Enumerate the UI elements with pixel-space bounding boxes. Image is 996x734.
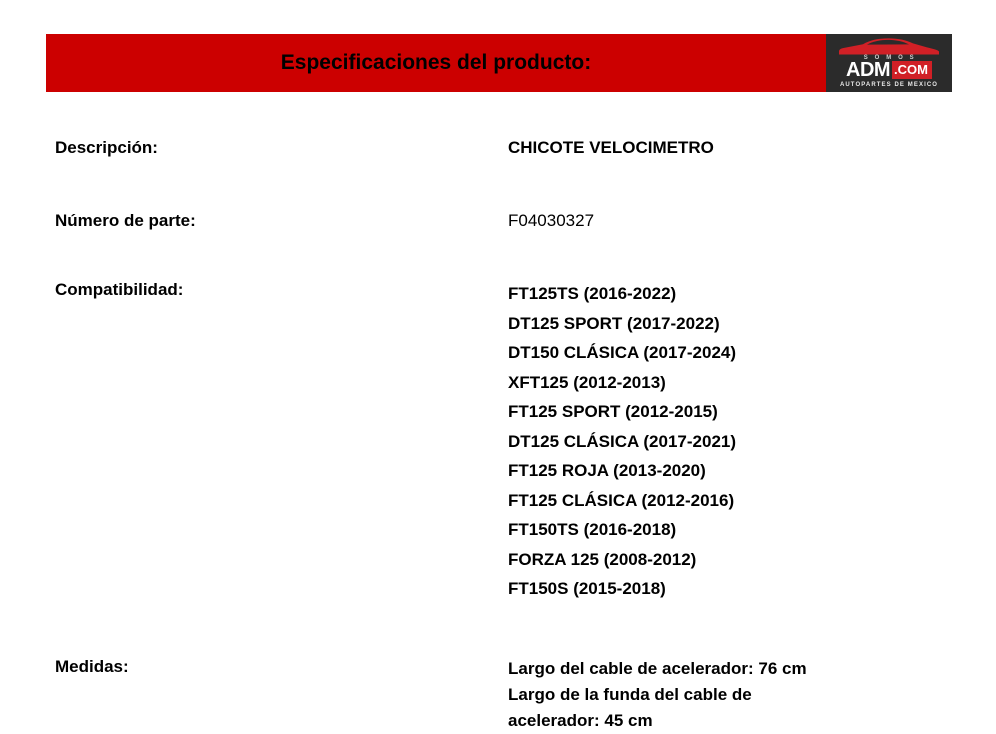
spec-row-medidas <box>55 656 955 734</box>
logo-domain-badge: .COM <box>892 61 932 79</box>
list-item: DT125 CLÁSICA (2017-2021) <box>508 431 737 451</box>
list-item: XFT125 (2012-2013) <box>508 372 666 392</box>
compatibility-list <box>508 279 955 604</box>
spec-value-numero-de-parte: F04030327 <box>508 211 595 230</box>
spec-value-compatibilidad <box>508 279 955 604</box>
list-item: FT125 CLÁSICA (2012-2016) <box>508 490 735 510</box>
list-item: Largo de la funda del cable de acelerador: 45 cm <box>508 684 752 730</box>
list-item: DT125 SPORT (2017-2022) <box>508 313 720 333</box>
spec-label-compatibilidad: Compatibilidad: <box>55 280 184 299</box>
list-item: FT125TS (2016-2022) <box>508 284 677 303</box>
logo-subtitle: AUTOPARTES DE MEXICO <box>839 82 939 88</box>
list-item: FT150S (2015-2018) <box>508 579 666 598</box>
spec-label-medidas: Medidas: <box>55 656 129 676</box>
spec-value-descripcion: CHICOTE VELOCIMETRO <box>508 138 714 157</box>
spec-value-medidas <box>508 656 818 734</box>
list-item: FT150TS (2016-2018) <box>508 520 677 539</box>
spec-label-numero-de-parte: Número de parte: <box>55 211 196 230</box>
page-title: Especificaciones del producto: <box>280 51 592 74</box>
logo-tagline-top: S O M O S <box>863 55 917 61</box>
spec-label-descripcion: Descripción: <box>55 138 158 157</box>
spec-row-numero-de-parte <box>55 210 955 232</box>
product-specifications-table <box>55 137 955 734</box>
list-item: Largo del cable de acelerador: 76 cm <box>508 658 807 678</box>
measurements-list <box>508 656 818 734</box>
logo-brand-text: ADM <box>846 59 891 81</box>
list-item: FT125 SPORT (2012-2015) <box>508 402 718 421</box>
adm-logo <box>826 34 952 92</box>
product-spec-header-bar <box>46 34 952 92</box>
list-item: FORZA 125 (2008-2012) <box>508 549 697 569</box>
header-title-container <box>46 34 826 92</box>
logo-wordmark-row <box>826 60 952 80</box>
list-item: DT150 CLÁSICA (2017-2024) <box>508 343 737 362</box>
list-item: FT125 ROJA (2013-2020) <box>508 461 706 480</box>
spec-row-compatibilidad <box>55 279 955 604</box>
spec-row-descripcion <box>55 137 955 159</box>
